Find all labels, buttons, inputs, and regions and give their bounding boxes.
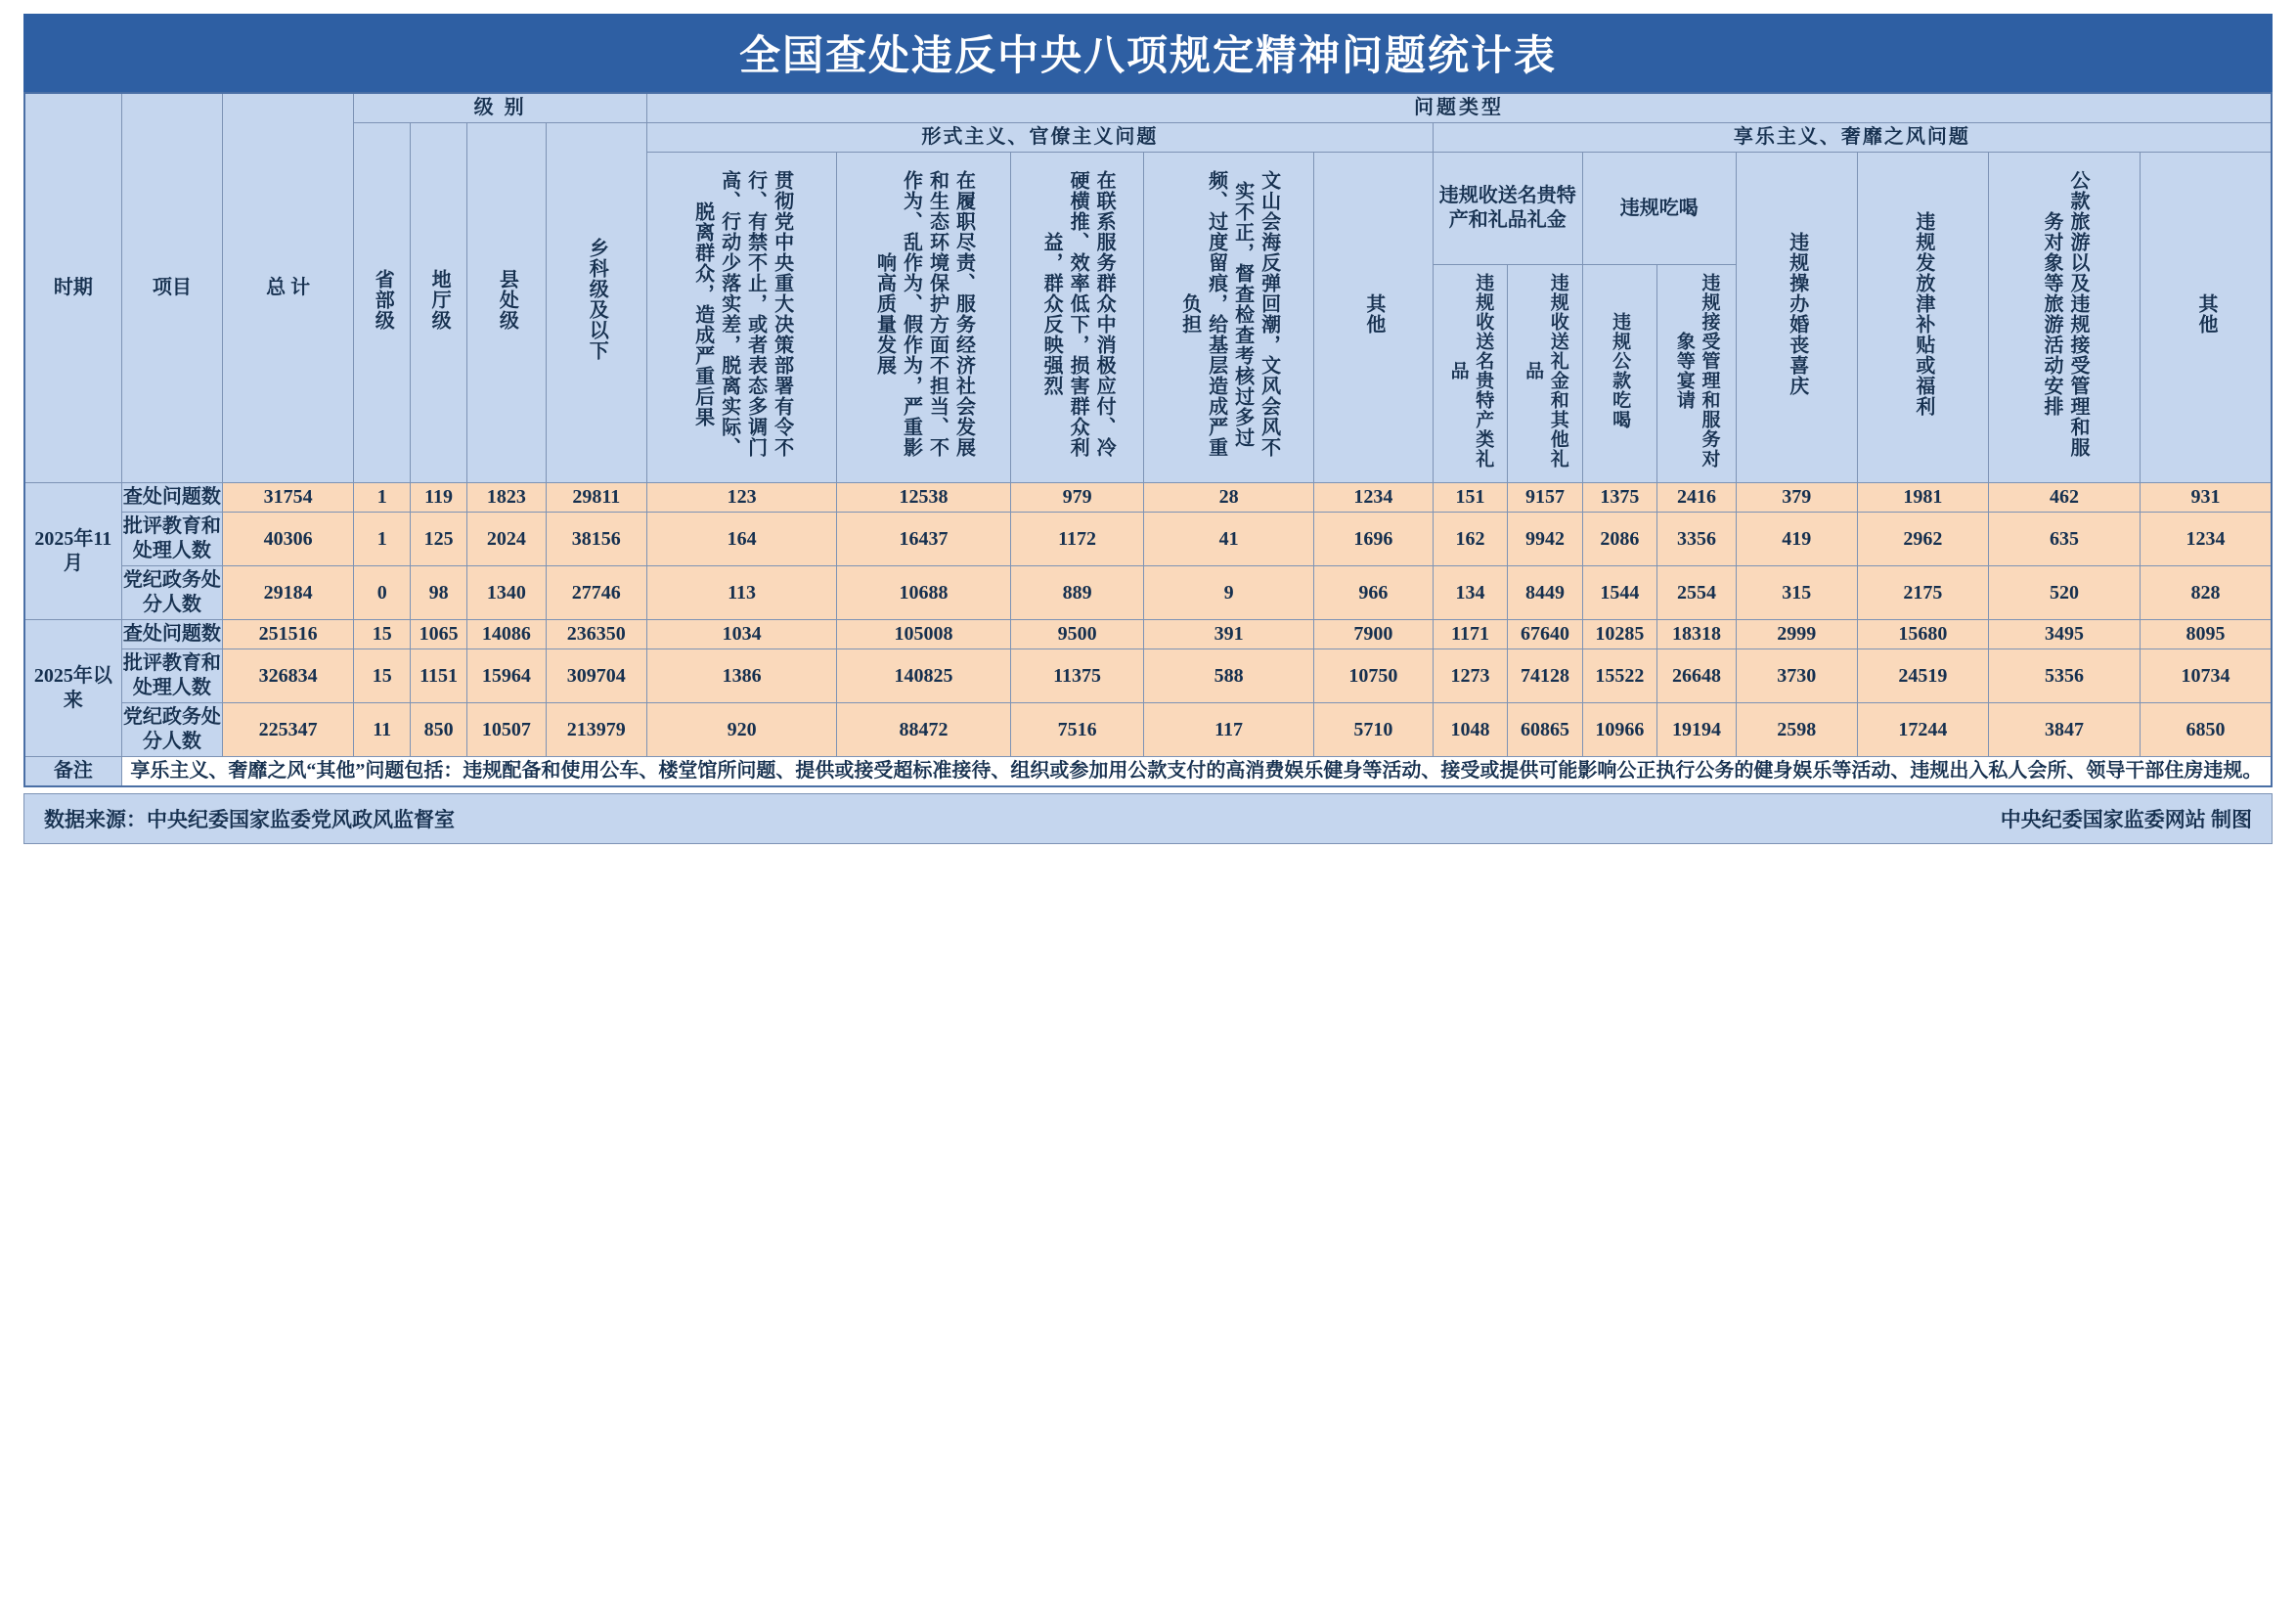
cell-level-4: 213979: [546, 703, 646, 757]
cell-total: 29184: [223, 566, 354, 620]
cell-formalism-other: 10750: [1313, 649, 1433, 703]
header-hedonism-travel: 公款旅游以及违规接受管理和服务对象等旅游活动安排: [1989, 153, 2141, 483]
cell-hedonism-3: 15522: [1582, 649, 1656, 703]
cell-level-3: 1823: [467, 483, 547, 513]
cell-formalism-4: 28: [1144, 483, 1314, 513]
header-formalism-col-2: 在履职尽责、服务经济社会发展和生态环境保护方面不担当、不作为、乱作为、假作为，严重影响高质量发展: [837, 153, 1011, 483]
cell-total: 40306: [223, 513, 354, 566]
cell-hedonism-4: 3356: [1657, 513, 1737, 566]
cell-formalism-3: 7516: [1010, 703, 1143, 757]
cell-level-1: 15: [354, 620, 411, 649]
cell-formalism-3: 1172: [1010, 513, 1143, 566]
table-row: [24, 483, 2272, 513]
cell-hedonism-1: 1048: [1433, 703, 1507, 757]
header-row-1: [24, 93, 2272, 123]
cell-hedonism-7: 520: [1989, 566, 2141, 620]
cell-level-2: 850: [411, 703, 467, 757]
cell-level-3: 15964: [467, 649, 547, 703]
cell-hedonism-4: 2554: [1657, 566, 1737, 620]
cell-hedonism-5: 379: [1736, 483, 1857, 513]
header-formalism-col-other: 其他: [1313, 153, 1433, 483]
cell-hedonism-5: 2598: [1736, 703, 1857, 757]
cell-hedonism-7: 3495: [1989, 620, 2141, 649]
cell-hedonism-6: 1981: [1857, 483, 1988, 513]
cell-hedonism-3: 10966: [1582, 703, 1656, 757]
header-total: 总 计: [223, 93, 354, 483]
row-item-label: 查处问题数: [121, 620, 222, 649]
cell-hedonism-6: 15680: [1857, 620, 1988, 649]
cell-hedonism-2: 60865: [1508, 703, 1582, 757]
cell-hedonism-2: 8449: [1508, 566, 1582, 620]
cell-hedonism-4: 2416: [1657, 483, 1737, 513]
header-level-group: 级 别: [354, 93, 647, 123]
cell-hedonism-other: 931: [2141, 483, 2272, 513]
cell-formalism-2: 105008: [837, 620, 1011, 649]
cell-formalism-3: 979: [1010, 483, 1143, 513]
cell-level-3: 2024: [467, 513, 547, 566]
cell-level-2: 1151: [411, 649, 467, 703]
cell-hedonism-other: 8095: [2141, 620, 2272, 649]
cell-formalism-other: 7900: [1313, 620, 1433, 649]
header-formalism-col-1: 贯彻党中央重大决策部署有令不行、有禁不止，或者表态多调门高、行动少落实差，脱离实际、脱离群众，造成严重后果: [646, 153, 836, 483]
cell-level-1: 11: [354, 703, 411, 757]
cell-total: 251516: [223, 620, 354, 649]
header-level-xianchu: 县处级: [467, 123, 547, 483]
cell-formalism-1: 920: [646, 703, 836, 757]
cell-level-2: 125: [411, 513, 467, 566]
header-row-2: [24, 123, 2272, 153]
header-formalism-col-4: 文山会海反弹回潮，文风会风不实不正，督查检查考核过多过频、过度留痕，给基层造成严重负担: [1144, 153, 1314, 483]
cell-level-4: 29811: [546, 483, 646, 513]
cell-level-2: 1065: [411, 620, 467, 649]
row-item-label: 党纪政务处分人数: [121, 703, 222, 757]
cell-formalism-2: 12538: [837, 483, 1011, 513]
cell-hedonism-other: 10734: [2141, 649, 2272, 703]
cell-hedonism-other: 6850: [2141, 703, 2272, 757]
cell-hedonism-other: 828: [2141, 566, 2272, 620]
cell-formalism-2: 88472: [837, 703, 1011, 757]
cell-formalism-1: 123: [646, 483, 836, 513]
cell-hedonism-1: 1171: [1433, 620, 1507, 649]
note-label: 备注: [24, 757, 121, 787]
header-hedonism-wedding: 违规操办婚丧喜庆: [1736, 153, 1857, 483]
cell-formalism-1: 1386: [646, 649, 836, 703]
cell-hedonism-4: 18318: [1657, 620, 1737, 649]
cell-level-4: 38156: [546, 513, 646, 566]
page-title: 全国查处违反中央八项规定精神问题统计表: [738, 34, 1557, 79]
cell-hedonism-5: 3730: [1736, 649, 1857, 703]
cell-formalism-4: 117: [1144, 703, 1314, 757]
cell-formalism-2: 10688: [837, 566, 1011, 620]
header-hedonism-sub-wrapper: [1433, 153, 1736, 483]
footer-source: 数据来源：中央纪委国家监委党风政风监督室: [44, 808, 455, 831]
cell-hedonism-3: 1544: [1582, 566, 1656, 620]
cell-formalism-other: 966: [1313, 566, 1433, 620]
table-row: [24, 649, 2272, 703]
cell-hedonism-5: 315: [1736, 566, 1857, 620]
cell-formalism-other: 1696: [1313, 513, 1433, 566]
cell-formalism-4: 41: [1144, 513, 1314, 566]
row-item-label: 党纪政务处分人数: [121, 566, 222, 620]
page-title-bar: [23, 14, 2273, 92]
header-gifts-col-2: 违规收送礼金和其他礼品: [1508, 265, 1582, 483]
cell-hedonism-3: 1375: [1582, 483, 1656, 513]
cell-level-3: 10507: [467, 703, 547, 757]
table-row: [24, 620, 2272, 649]
header-dining-col-2: 违规接受管理和服务对象等宴请: [1656, 265, 1735, 483]
footer-bar: [23, 793, 2273, 844]
cell-formalism-3: 889: [1010, 566, 1143, 620]
cell-hedonism-1: 1273: [1433, 649, 1507, 703]
cell-level-1: 1: [354, 483, 411, 513]
header-formalism-group: 形式主义、官僚主义问题: [646, 123, 1433, 153]
cell-level-4: 236350: [546, 620, 646, 649]
cell-hedonism-1: 162: [1433, 513, 1507, 566]
header-level-diting: 地厅级: [411, 123, 467, 483]
cell-hedonism-7: 462: [1989, 483, 2141, 513]
header-period: 时期: [24, 93, 121, 483]
row-period-label-2: 2025年以来: [24, 620, 121, 757]
table-row: [24, 703, 2272, 757]
cell-level-1: 15: [354, 649, 411, 703]
cell-formalism-3: 9500: [1010, 620, 1143, 649]
footer-credit: 中央纪委国家监委网站 制图: [2000, 808, 2252, 831]
cell-hedonism-7: 5356: [1989, 649, 2141, 703]
header-hedonism-group: 享乐主义、奢靡之风问题: [1433, 123, 2272, 153]
cell-hedonism-other: 1234: [2141, 513, 2272, 566]
cell-level-1: 0: [354, 566, 411, 620]
cell-hedonism-4: 19194: [1657, 703, 1737, 757]
cell-hedonism-2: 9157: [1508, 483, 1582, 513]
cell-hedonism-6: 2175: [1857, 566, 1988, 620]
cell-hedonism-6: 24519: [1857, 649, 1988, 703]
header-gifts-col-1: 违规收送名贵特产类礼品: [1434, 265, 1508, 483]
note-text: 享乐主义、奢靡之风“其他”问题包括：违规配备和使用公车、楼堂馆所问题、提供或接受超标准接待、组织或参加用公款支付的高消费娱乐健身等活动、接受或提供可能影响公正执行公务的健身娱乐等活动、违规出入私人会所、领导干部住房违规。: [121, 757, 2272, 787]
cell-hedonism-2: 67640: [1508, 620, 1582, 649]
header-problem-type: 问题类型: [646, 93, 2272, 123]
table-row: [24, 513, 2272, 566]
cell-formalism-4: 588: [1144, 649, 1314, 703]
note-row: [24, 757, 2272, 787]
header-level-xiangke: 乡科级及以下: [546, 123, 646, 483]
cell-level-4: 27746: [546, 566, 646, 620]
cell-formalism-4: 391: [1144, 620, 1314, 649]
cell-total: 225347: [223, 703, 354, 757]
cell-hedonism-7: 3847: [1989, 703, 2141, 757]
cell-formalism-other: 1234: [1313, 483, 1433, 513]
row-item-label: 批评教育和处理人数: [121, 649, 222, 703]
cell-hedonism-7: 635: [1989, 513, 2141, 566]
table-row: [24, 566, 2272, 620]
cell-hedonism-3: 2086: [1582, 513, 1656, 566]
cell-total: 326834: [223, 649, 354, 703]
cell-formalism-other: 5710: [1313, 703, 1433, 757]
cell-hedonism-1: 134: [1433, 566, 1507, 620]
cell-formalism-1: 113: [646, 566, 836, 620]
header-item: 项目: [121, 93, 222, 483]
header-gifts-group: 违规收送名贵特产和礼品礼金: [1434, 153, 1582, 265]
row-period-label-1: 2025年11月: [24, 483, 121, 620]
row-item-label: 批评教育和处理人数: [121, 513, 222, 566]
cell-formalism-1: 164: [646, 513, 836, 566]
cell-hedonism-6: 2962: [1857, 513, 1988, 566]
header-formalism-col-3: 在联系服务群众中消极应付、冷硬横推、效率低下，损害群众利益，群众反映强烈: [1010, 153, 1143, 483]
cell-level-2: 98: [411, 566, 467, 620]
cell-level-2: 119: [411, 483, 467, 513]
cell-hedonism-6: 17244: [1857, 703, 1988, 757]
cell-hedonism-1: 151: [1433, 483, 1507, 513]
cell-hedonism-5: 2999: [1736, 620, 1857, 649]
cell-formalism-4: 9: [1144, 566, 1314, 620]
header-level-sheng: 省部级: [354, 123, 411, 483]
statistics-table: [23, 92, 2273, 787]
cell-formalism-2: 140825: [837, 649, 1011, 703]
row-item-label: 查处问题数: [121, 483, 222, 513]
cell-formalism-3: 11375: [1010, 649, 1143, 703]
cell-formalism-1: 1034: [646, 620, 836, 649]
cell-level-3: 1340: [467, 566, 547, 620]
cell-level-4: 309704: [546, 649, 646, 703]
cell-hedonism-5: 419: [1736, 513, 1857, 566]
cell-formalism-2: 16437: [837, 513, 1011, 566]
cell-level-3: 14086: [467, 620, 547, 649]
cell-total: 31754: [223, 483, 354, 513]
header-dining-group: 违规吃喝: [1582, 153, 1736, 265]
header-hedonism-allowance: 违规发放津补贴或福利: [1857, 153, 1988, 483]
cell-level-1: 1: [354, 513, 411, 566]
cell-hedonism-2: 9942: [1508, 513, 1582, 566]
header-dining-col-1: 违规公款吃喝: [1582, 265, 1656, 483]
cell-hedonism-4: 26648: [1657, 649, 1737, 703]
cell-hedonism-2: 74128: [1508, 649, 1582, 703]
cell-hedonism-3: 10285: [1582, 620, 1656, 649]
header-hedonism-other: 其他: [2141, 153, 2272, 483]
